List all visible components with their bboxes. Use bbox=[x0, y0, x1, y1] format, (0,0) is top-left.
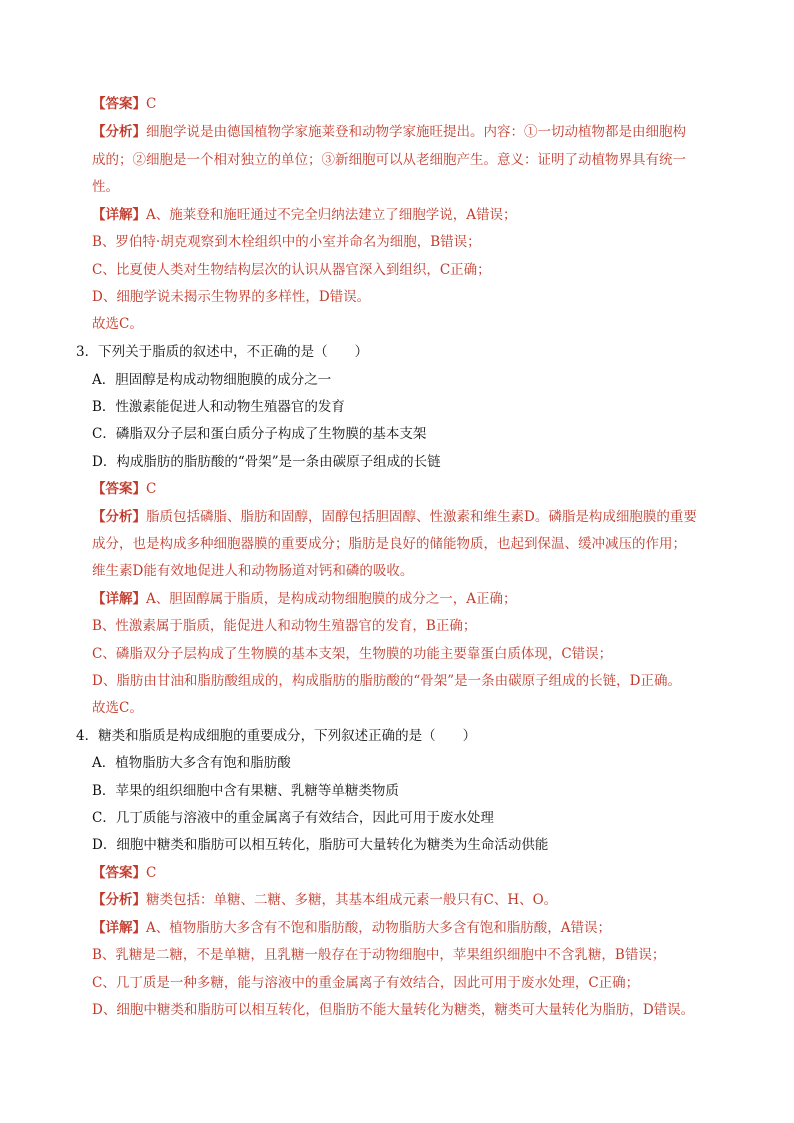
q2-detail-line-4: D、细胞学说未揭示生物界的多样性，D错误。 bbox=[92, 289, 371, 305]
q4-stem: 4．糖类和脂质是构成细胞的重要成分，下列叙述正确的是（ ） bbox=[76, 728, 477, 744]
q4-option-a: A．植物脂肪大多含有饱和脂肪酸 bbox=[92, 755, 291, 771]
detail-tag: 【详解】 bbox=[92, 920, 146, 936]
q4-detail-line-3: C、几丁质是一种多糖，能与溶液中的重金属离子有效结合，因此可用于废水处理，C正确； bbox=[92, 975, 640, 991]
answer-value: C bbox=[146, 481, 157, 497]
q4-analysis-line-1: 【分析】糖类包括：单糖、二糖、多糖，其基本组成元素一般只有C、H、O。 bbox=[92, 892, 558, 908]
q3-answer bbox=[92, 479, 156, 499]
detail-tag: 【详解】 bbox=[92, 591, 146, 607]
q2-analysis-line-2: 成的；②细胞是一个相对独立的单位；③新细胞可以从老细胞产生。意义：证明了动植物界具有统一 bbox=[92, 152, 686, 168]
answer-value: C bbox=[146, 865, 157, 881]
q3-analysis-line-2: 成分，也是构成多种细胞器膜的重要成分；脂肪是良好的储能物质，也起到保温、缓冲减压的作用； bbox=[92, 536, 686, 552]
q4-option-d: D．细胞中糖类和脂肪可以相互转化，脂肪可大量转化为糖类为生命活动供能 bbox=[92, 837, 549, 853]
q2-answer bbox=[92, 94, 156, 114]
q3-stem: 3．下列关于脂质的叙述中，不正确的是（ ） bbox=[76, 344, 369, 360]
q2-detail-line-3: C、比夏使人类对生物结构层次的认识从器官深入到组织，C正确； bbox=[92, 262, 491, 278]
q3-analysis-line-1: 【分析】脂质包括磷脂、脂肪和固醇，固醇包括胆固醇、性激素和维生素D。磷脂是构成细胞膜的重要 bbox=[92, 509, 697, 525]
q3-analysis-line-3: 维生素D能有效地促进人和动物肠道对钙和磷的吸收。 bbox=[92, 563, 414, 579]
q2-analysis-line-3: 性。 bbox=[92, 179, 119, 195]
q4-option-b: B．苹果的组织细胞中含有果糖、乳糖等单糖类物质 bbox=[92, 783, 399, 799]
q3-option-a: A．胆固醇是构成动物细胞膜的成分之一 bbox=[92, 372, 332, 388]
q3-detail-line-1: 【详解】A、胆固醇属于脂质，是构成动物细胞膜的成分之一，A正确； bbox=[92, 591, 517, 607]
q2-detail-line-1: 【详解】A、施莱登和施旺通过不完全归纳法建立了细胞学说，A错误； bbox=[92, 207, 517, 223]
q3-conclusion: 故选C。 bbox=[92, 700, 143, 716]
answer-value: C bbox=[146, 96, 157, 112]
answer-tag: 【答案】 bbox=[92, 96, 146, 112]
q3-detail-line-2: B、性激素属于脂质，能促进人和动物生殖器官的发育，B正确； bbox=[92, 618, 477, 634]
q2-detail-line-2: B、罗伯特·胡克观察到木栓组织中的小室并命名为细胞，B错误； bbox=[92, 234, 481, 250]
analysis-tag: 【分析】 bbox=[92, 124, 146, 140]
q3-option-c: C．磷脂双分子层和蛋白质分子构成了生物膜的基本支架 bbox=[92, 426, 427, 442]
q4-detail-line-4: D、细胞中糖类和脂肪可以相互转化，但脂肪不能大量转化为糖类，糖类可大量转化为脂肪，D错误。 bbox=[92, 1002, 695, 1018]
q3-detail-line-4: D、脂肪由甘油和脂肪酸组成的，构成脂肪的脂肪酸的“骨架”是一条由碳原子组成的长链，D正确。 bbox=[92, 673, 681, 689]
answer-tag: 【答案】 bbox=[92, 865, 146, 881]
analysis-tag: 【分析】 bbox=[92, 892, 146, 908]
q2-analysis-line-1: 【分析】细胞学说是由德国植物学家施莱登和动物学家施旺提出。内容：①一切动植物都是由细胞构 bbox=[92, 124, 686, 140]
q3-option-b: B．性激素能促进人和动物生殖器官的发育 bbox=[92, 399, 345, 415]
q4-detail-line-2: B、乳糖是二糖，不是单糖，且乳糖一般存在于动物细胞中，苹果组织细胞中不含乳糖，B错误； bbox=[92, 947, 666, 963]
q4-answer bbox=[92, 863, 156, 883]
q3-detail-line-3: C、磷脂双分子层构成了生物膜的基本支架，生物膜的功能主要靠蛋白质体现，C错误； bbox=[92, 646, 613, 662]
answer-tag: 【答案】 bbox=[92, 481, 146, 497]
detail-tag: 【详解】 bbox=[92, 207, 146, 223]
q3-option-d: D．构成脂肪的脂肪酸的“骨架”是一条由碳原子组成的长链 bbox=[92, 454, 441, 470]
q2-conclusion: 故选C。 bbox=[92, 316, 143, 332]
analysis-tag: 【分析】 bbox=[92, 509, 146, 525]
q4-option-c: C．几丁质能与溶液中的重金属离子有效结合，因此可用于废水处理 bbox=[92, 810, 494, 826]
q4-detail-line-1: 【详解】A、植物脂肪大多含有不饱和脂肪酸，动物脂肪大多含有饱和脂肪酸，A错误； bbox=[92, 920, 611, 936]
